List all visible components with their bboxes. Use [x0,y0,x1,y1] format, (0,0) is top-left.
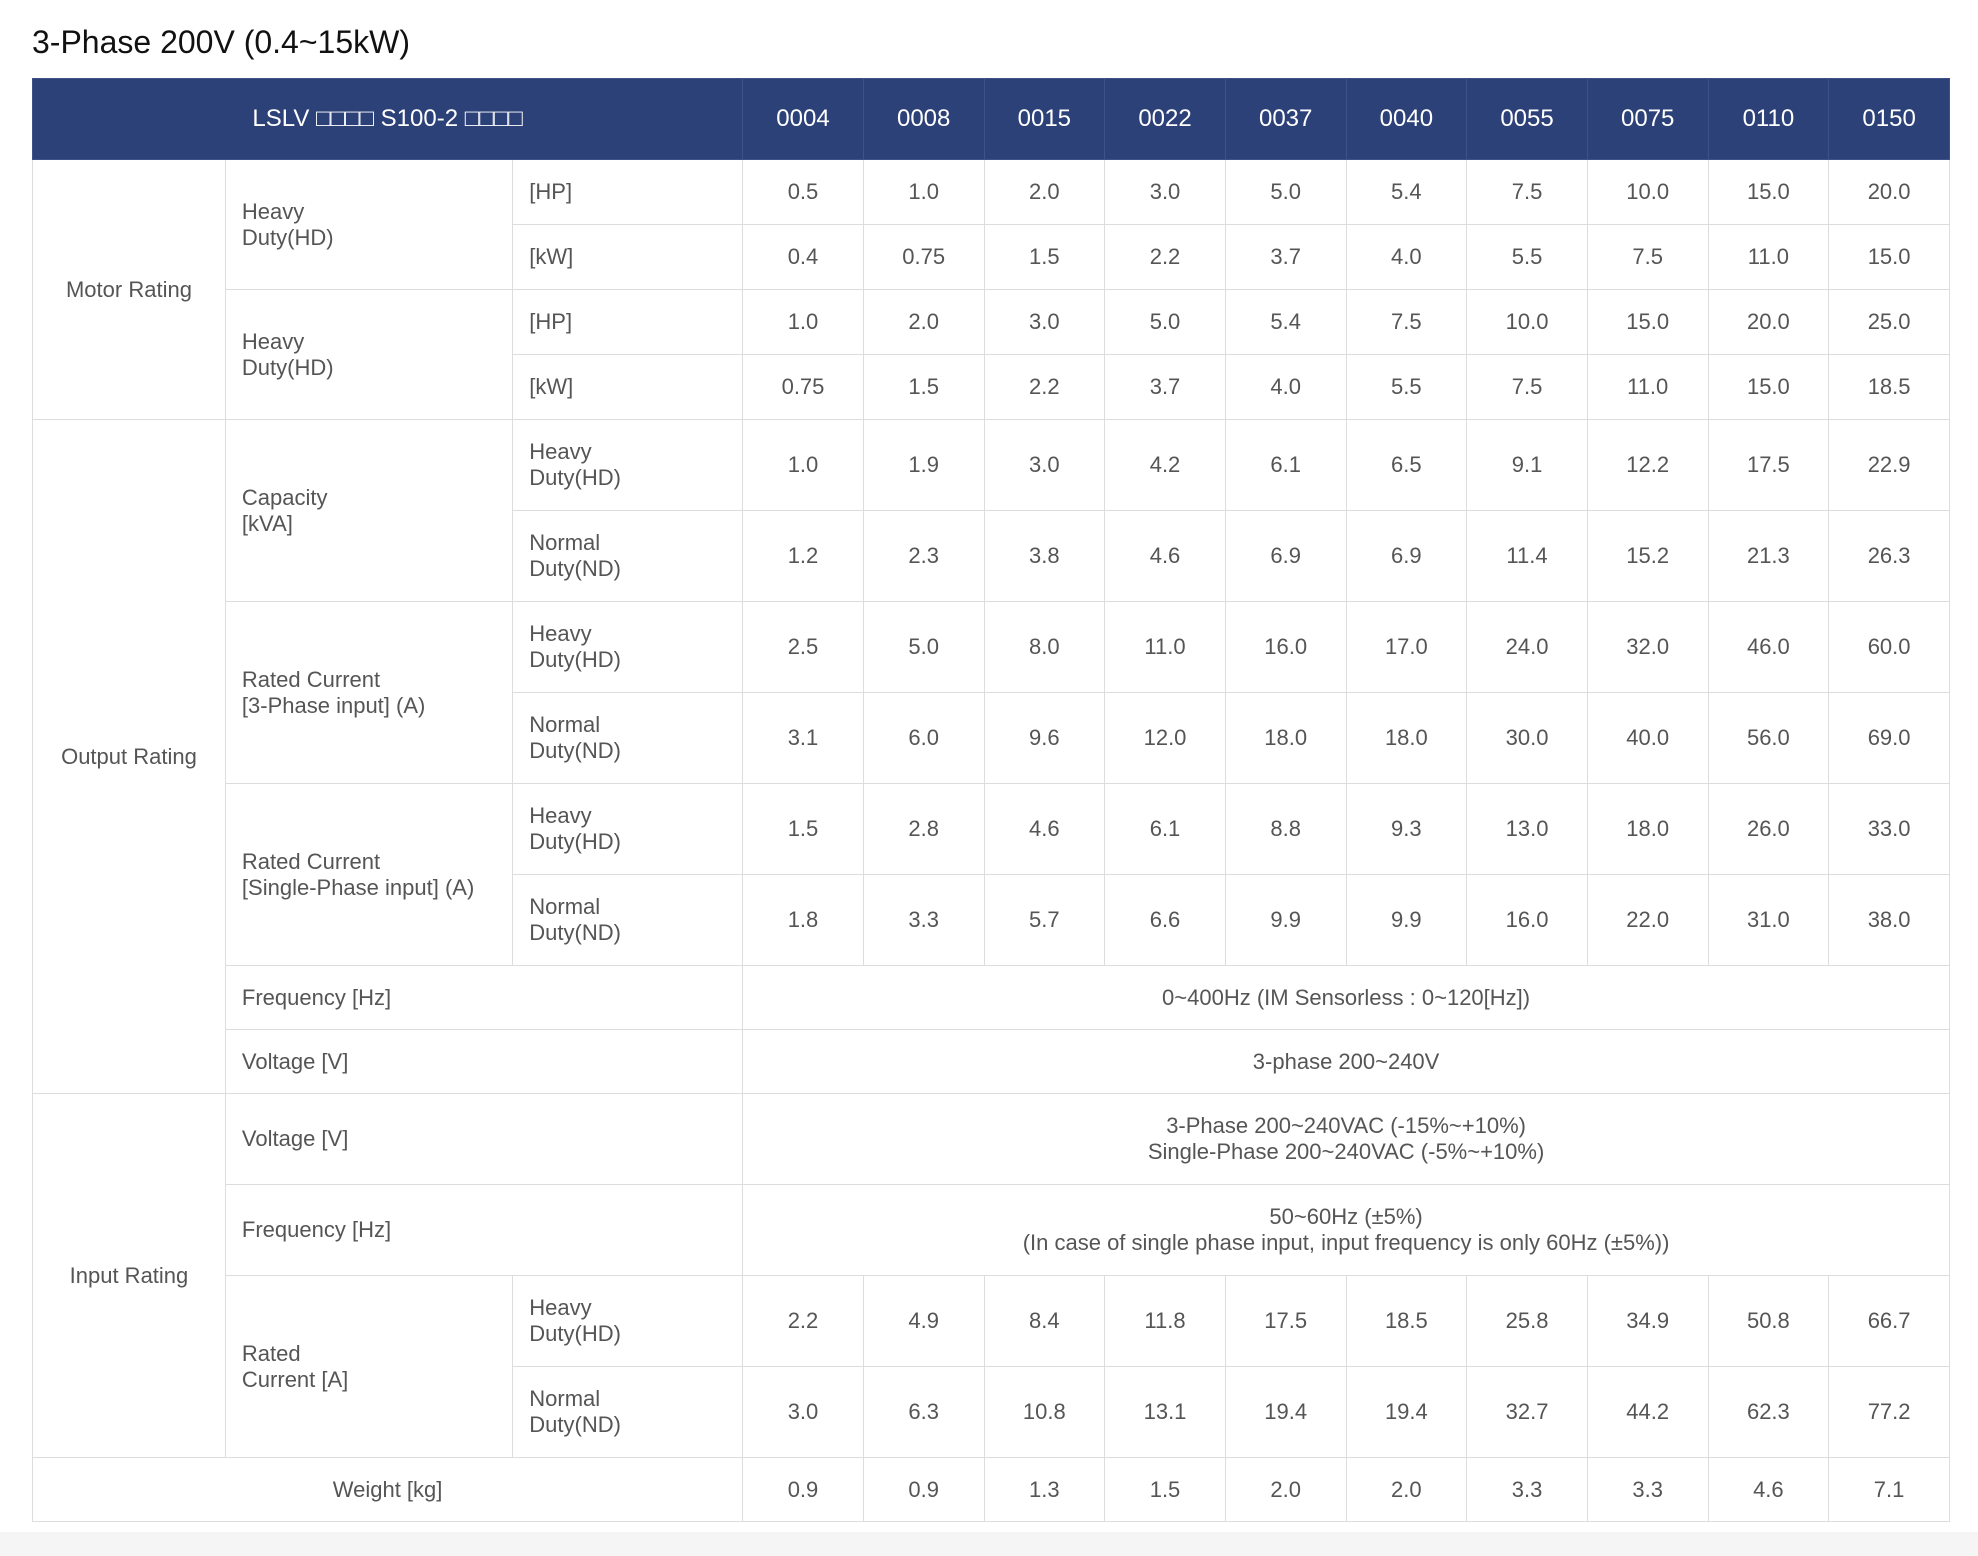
motor-hp-value: 5.4 [1225,290,1346,355]
motor-hp-value: 7.5 [1346,290,1467,355]
motor-hp-value: 1.0 [743,290,864,355]
current-3ph-hd-value: 46.0 [1708,602,1829,693]
current-1ph-hd-value: 2.8 [863,784,984,875]
current-1ph-hd-value: 26.0 [1708,784,1829,875]
current-3ph-nd-value: 40.0 [1587,693,1708,784]
current-1ph-nd-value: 1.8 [743,875,864,966]
capacity-nd-value: 2.3 [863,511,984,602]
motor-hp-value: 20.0 [1829,160,1950,225]
page-title: 3-Phase 200V (0.4~15kW) [32,24,410,60]
motor-kw-value: 0.75 [743,355,864,420]
motor-kw-value: 1.5 [863,355,984,420]
current-1ph-nd-value: 5.7 [984,875,1105,966]
model-1: 0008 [863,79,984,160]
current-3ph-hd-value: 8.0 [984,602,1105,693]
output-voltage-value: 3-phase 200~240V [743,1030,1950,1094]
input-voltage-label: Voltage [V] [225,1094,742,1185]
motor-hp-value: 3.0 [984,290,1105,355]
current-1ph-hd-value: 4.6 [984,784,1105,875]
spec-body [33,160,1950,1522]
output-row [33,420,1950,511]
weight-value: 0.9 [863,1458,984,1522]
current-3ph-nd-value: 18.0 [1225,693,1346,784]
capacity-hd-value: 1.9 [863,420,984,511]
current-1ph-hd-value: 1.5 [743,784,864,875]
weight-row [33,1458,1950,1522]
weight-value: 1.3 [984,1458,1105,1522]
output-row [33,602,1950,693]
output-row [33,966,1950,1030]
motor-duty-label: Heavy Duty(HD) [225,290,512,420]
duty-label: Normal Duty(ND) [513,875,743,966]
motor-hp-value: 1.0 [863,160,984,225]
duty-label: Normal Duty(ND) [513,511,743,602]
motor-hp-value: 5.4 [1346,160,1467,225]
capacity-label: Capacity [kVA] [225,420,512,602]
current-1ph-nd-value: 16.0 [1467,875,1588,966]
current-3ph-hd-value: 11.0 [1105,602,1226,693]
capacity-nd-value: 15.2 [1587,511,1708,602]
input-current-hd-value: 34.9 [1587,1276,1708,1367]
motor-duty-label: Heavy Duty(HD) [225,160,512,290]
motor-kw-value: 2.2 [1105,225,1226,290]
motor-hp-value: 5.0 [1105,290,1226,355]
motor-hp-value: 5.0 [1225,160,1346,225]
motor-kw-value: 15.0 [1708,355,1829,420]
motor-hp-value: 10.0 [1587,160,1708,225]
input-rating-label: Input Rating [33,1094,226,1458]
duty-label: Heavy Duty(HD) [513,420,743,511]
current-1ph-hd-value: 9.3 [1346,784,1467,875]
capacity-nd-value: 11.4 [1467,511,1588,602]
input-voltage-value: 3-Phase 200~240VAC (-15%~+10%) Single-Phase 200~240VAC (-5%~+10%) [743,1094,1950,1185]
motor-kw-value: 1.5 [984,225,1105,290]
model-5: 0040 [1346,79,1467,160]
motor-row [33,290,1950,355]
motor-kw-value: 5.5 [1346,355,1467,420]
input-current-nd-value: 10.8 [984,1367,1105,1458]
input-current-nd-value: 77.2 [1829,1367,1950,1458]
motor-rating-label: Motor Rating [33,160,226,420]
input-current-hd-value: 18.5 [1346,1276,1467,1367]
capacity-hd-value: 3.0 [984,420,1105,511]
input-current-hd-value: 2.2 [743,1276,864,1367]
motor-hp-value: 15.0 [1587,290,1708,355]
model-8: 0110 [1708,79,1829,160]
input-current-nd-value: 32.7 [1467,1367,1588,1458]
motor-unit-label: [kW] [513,225,743,290]
current-3ph-hd-value: 32.0 [1587,602,1708,693]
current-1ph-nd-value: 22.0 [1587,875,1708,966]
capacity-hd-value: 22.9 [1829,420,1950,511]
spec-table [32,78,1950,1522]
motor-kw-value: 0.4 [743,225,864,290]
weight-value: 1.5 [1105,1458,1226,1522]
motor-unit-label: [kW] [513,355,743,420]
motor-kw-value: 7.5 [1467,355,1588,420]
motor-kw-value: 11.0 [1708,225,1829,290]
input-current-hd-value: 50.8 [1708,1276,1829,1367]
model-7: 0075 [1587,79,1708,160]
input-current-hd-value: 11.8 [1105,1276,1226,1367]
input-row [33,1094,1950,1185]
current-3ph-nd-value: 6.0 [863,693,984,784]
capacity-hd-value: 9.1 [1467,420,1588,511]
current-3ph-label: Rated Current [3-Phase input] (A) [225,602,512,784]
input-current-hd-value: 25.8 [1467,1276,1588,1367]
model-4: 0037 [1225,79,1346,160]
current-3ph-nd-value: 12.0 [1105,693,1226,784]
weight-value: 0.9 [743,1458,864,1522]
output-rating-label: Output Rating [33,420,226,1094]
capacity-hd-value: 6.1 [1225,420,1346,511]
input-frequency-value: 50~60Hz (±5%) (In case of single phase input, input frequency is only 60Hz (±5%)) [743,1185,1950,1276]
capacity-nd-value: 6.9 [1225,511,1346,602]
weight-value: 7.1 [1829,1458,1950,1522]
current-3ph-nd-value: 69.0 [1829,693,1950,784]
input-row [33,1185,1950,1276]
output-row [33,784,1950,875]
current-3ph-hd-value: 16.0 [1225,602,1346,693]
weight-value: 4.6 [1708,1458,1829,1522]
capacity-nd-value: 3.8 [984,511,1105,602]
duty-label: Heavy Duty(HD) [513,784,743,875]
duty-label: Normal Duty(ND) [513,693,743,784]
motor-hp-value: 15.0 [1708,160,1829,225]
current-3ph-hd-value: 5.0 [863,602,984,693]
model-3: 0022 [1105,79,1226,160]
current-3ph-hd-value: 17.0 [1346,602,1467,693]
current-3ph-nd-value: 30.0 [1467,693,1588,784]
motor-hp-value: 3.0 [1105,160,1226,225]
current-1ph-hd-value: 33.0 [1829,784,1950,875]
motor-kw-value: 0.75 [863,225,984,290]
motor-kw-value: 3.7 [1105,355,1226,420]
current-3ph-hd-value: 2.5 [743,602,864,693]
current-1ph-label: Rated Current [Single-Phase input] (A) [225,784,512,966]
motor-unit-label: [HP] [513,290,743,355]
capacity-hd-value: 17.5 [1708,420,1829,511]
input-current-nd-value: 3.0 [743,1367,864,1458]
model-0: 0004 [743,79,864,160]
motor-kw-value: 11.0 [1587,355,1708,420]
model-label: LSLV □□□□ S100-2 □□□□ [33,79,743,160]
motor-kw-value: 4.0 [1225,355,1346,420]
capacity-nd-value: 26.3 [1829,511,1950,602]
weight-value: 3.3 [1467,1458,1588,1522]
current-3ph-hd-value: 24.0 [1467,602,1588,693]
input-current-hd-value: 4.9 [863,1276,984,1367]
output-voltage-label: Voltage [V] [225,1030,742,1094]
current-3ph-nd-value: 56.0 [1708,693,1829,784]
motor-kw-value: 18.5 [1829,355,1950,420]
duty-label: Heavy Duty(HD) [513,1276,743,1367]
motor-hp-value: 2.0 [863,290,984,355]
input-current-nd-value: 13.1 [1105,1367,1226,1458]
output-row [33,1030,1950,1094]
weight-label: Weight [kg] [33,1458,743,1522]
current-1ph-nd-value: 31.0 [1708,875,1829,966]
motor-kw-value: 7.5 [1587,225,1708,290]
model-9: 0150 [1829,79,1950,160]
motor-unit-label: [HP] [513,160,743,225]
motor-hp-value: 10.0 [1467,290,1588,355]
capacity-hd-value: 4.2 [1105,420,1226,511]
header-row [33,79,1950,160]
motor-hp-value: 20.0 [1708,290,1829,355]
output-frequency-value: 0~400Hz (IM Sensorless : 0~120[Hz]) [743,966,1950,1030]
input-current-hd-value: 17.5 [1225,1276,1346,1367]
current-1ph-nd-value: 38.0 [1829,875,1950,966]
input-current-nd-value: 19.4 [1346,1367,1467,1458]
current-1ph-hd-value: 13.0 [1467,784,1588,875]
capacity-nd-value: 6.9 [1346,511,1467,602]
capacity-hd-value: 12.2 [1587,420,1708,511]
motor-kw-value: 15.0 [1829,225,1950,290]
current-3ph-nd-value: 18.0 [1346,693,1467,784]
input-current-hd-value: 8.4 [984,1276,1105,1367]
current-3ph-nd-value: 9.6 [984,693,1105,784]
output-frequency-label: Frequency [Hz] [225,966,742,1030]
current-1ph-nd-value: 9.9 [1346,875,1467,966]
capacity-nd-value: 4.6 [1105,511,1226,602]
input-current-nd-value: 44.2 [1587,1367,1708,1458]
motor-kw-value: 3.7 [1225,225,1346,290]
current-1ph-hd-value: 18.0 [1587,784,1708,875]
motor-kw-value: 2.2 [984,355,1105,420]
capacity-hd-value: 6.5 [1346,420,1467,511]
duty-label: Heavy Duty(HD) [513,602,743,693]
input-current-hd-value: 66.7 [1829,1276,1950,1367]
motor-hp-value: 7.5 [1467,160,1588,225]
motor-kw-value: 4.0 [1346,225,1467,290]
capacity-hd-value: 1.0 [743,420,864,511]
model-6: 0055 [1467,79,1588,160]
motor-row [33,160,1950,225]
motor-hp-value: 25.0 [1829,290,1950,355]
motor-kw-value: 5.5 [1467,225,1588,290]
input-current-label: Rated Current [A] [225,1276,512,1458]
input-row [33,1276,1950,1367]
current-1ph-hd-value: 8.8 [1225,784,1346,875]
current-1ph-hd-value: 6.1 [1105,784,1226,875]
weight-value: 2.0 [1225,1458,1346,1522]
input-current-nd-value: 62.3 [1708,1367,1829,1458]
input-current-nd-value: 19.4 [1225,1367,1346,1458]
model-2: 0015 [984,79,1105,160]
weight-value: 2.0 [1346,1458,1467,1522]
weight-value: 3.3 [1587,1458,1708,1522]
current-3ph-nd-value: 3.1 [743,693,864,784]
current-3ph-hd-value: 60.0 [1829,602,1950,693]
capacity-nd-value: 21.3 [1708,511,1829,602]
current-1ph-nd-value: 3.3 [863,875,984,966]
current-1ph-nd-value: 9.9 [1225,875,1346,966]
current-1ph-nd-value: 6.6 [1105,875,1226,966]
motor-hp-value: 2.0 [984,160,1105,225]
input-frequency-label: Frequency [Hz] [225,1185,742,1276]
motor-hp-value: 0.5 [743,160,864,225]
duty-label: Normal Duty(ND) [513,1367,743,1458]
bottom-strip [0,1532,1978,1556]
input-current-nd-value: 6.3 [863,1367,984,1458]
capacity-nd-value: 1.2 [743,511,864,602]
